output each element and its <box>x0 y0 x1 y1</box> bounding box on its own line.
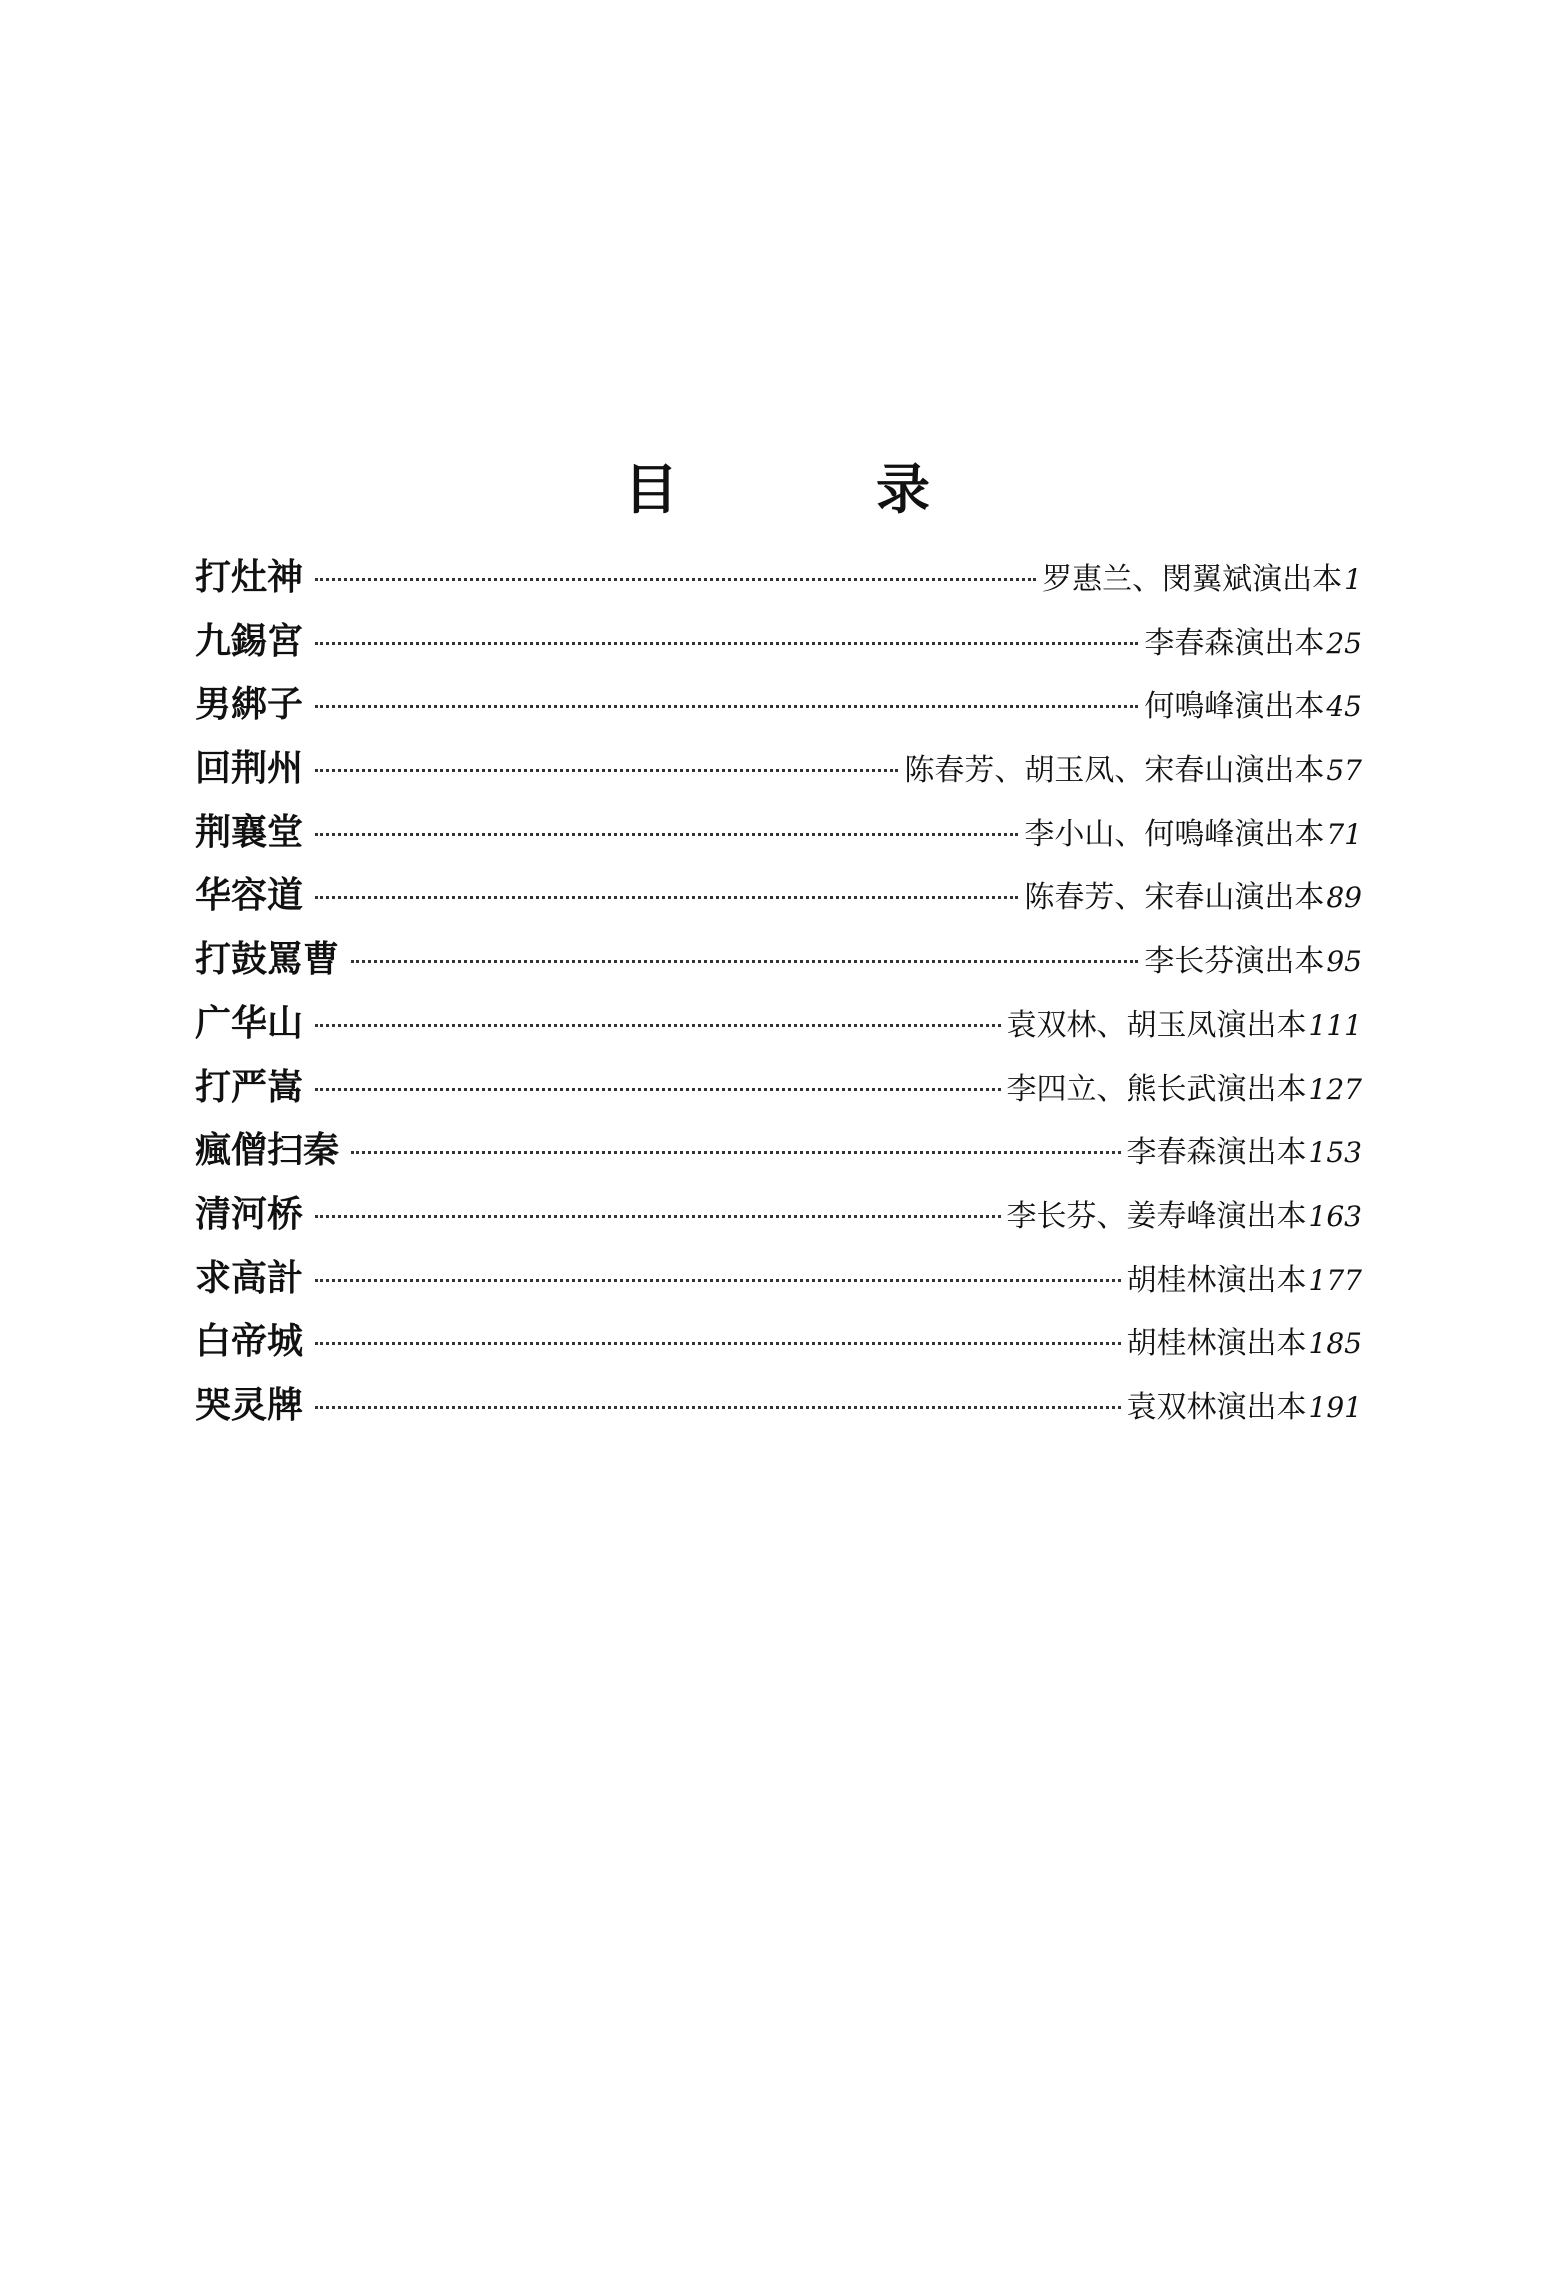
toc-entry-title: 九錫宮 <box>195 620 304 662</box>
toc-entry <box>195 1066 1362 1130</box>
toc-entry-title: 回荆州 <box>195 748 304 790</box>
toc-entry-title: 打鼓罵曹 <box>195 939 340 981</box>
toc-entry <box>195 556 1362 620</box>
toc-entry-page: 25 <box>1326 626 1362 660</box>
toc-entry-page: 185 <box>1308 1327 1362 1361</box>
toc-entry-title: 男綁子 <box>195 684 304 726</box>
toc-entry-page: 45 <box>1326 690 1362 724</box>
toc-entry-page: 153 <box>1308 1136 1362 1170</box>
toc-entry-page: 1 <box>1344 563 1362 596</box>
dot-leader <box>315 769 898 772</box>
toc-entry <box>195 620 1362 684</box>
toc-entry-performers: 胡桂林演出本 <box>1126 1262 1307 1298</box>
toc-entry-page: 191 <box>1308 1390 1362 1424</box>
toc-entry-page: 127 <box>1308 1072 1362 1106</box>
toc-entry-title: 白帝城 <box>195 1321 304 1363</box>
dot-leader <box>351 960 1138 963</box>
toc-entry-title: 清河桥 <box>195 1193 304 1235</box>
toc-entry-title: 华容道 <box>195 875 304 917</box>
toc-entry-performers: 袁双林演出本 <box>1126 1389 1307 1425</box>
toc-entry-title: 打严嵩 <box>195 1066 304 1108</box>
toc-entry-page: 57 <box>1326 754 1362 788</box>
dot-leader <box>315 1406 1121 1409</box>
toc-entry-performers: 李四立、熊长武演出本 <box>1006 1071 1307 1107</box>
dot-leader <box>315 642 1138 645</box>
toc-entry-performers: 李长芬、姜寿峰演出本 <box>1006 1198 1307 1234</box>
toc-entry <box>195 1193 1362 1257</box>
toc-entry-performers: 袁双林、胡玉凤演出本 <box>1006 1007 1307 1043</box>
dot-leader <box>351 1151 1121 1154</box>
toc-entry-title: 广华山 <box>195 1002 304 1044</box>
toc-entry-performers: 何鳴峰演出本 <box>1144 689 1325 725</box>
toc-entry-performers: 李春森演出本 <box>1144 625 1325 661</box>
toc-entry-page: 71 <box>1326 817 1362 851</box>
toc-entry <box>195 1129 1362 1193</box>
dot-leader <box>315 1215 1001 1218</box>
toc-entry-page: 163 <box>1308 1199 1362 1233</box>
toc-entry <box>195 1002 1362 1066</box>
dot-leader <box>315 1342 1121 1345</box>
toc-entry-performers: 陈春芳、宋春山演出本 <box>1024 880 1325 916</box>
dot-leader <box>315 578 1036 581</box>
toc-entry <box>195 1257 1362 1321</box>
toc-entry <box>195 1384 1362 1448</box>
toc-entry-performers: 罗惠兰、閔翼斌演出本 <box>1042 562 1343 597</box>
toc-entry-page: 177 <box>1308 1263 1362 1297</box>
dot-leader <box>315 1024 1001 1027</box>
dot-leader <box>315 1088 1001 1091</box>
toc-entry-title: 荆襄堂 <box>195 811 304 853</box>
toc-entry-performers: 胡桂林演出本 <box>1126 1326 1307 1362</box>
dot-leader <box>315 833 1018 836</box>
toc-entry-page: 89 <box>1326 881 1362 915</box>
toc-entry <box>195 747 1362 811</box>
toc-entry <box>195 938 1362 1002</box>
toc-entry <box>195 811 1362 875</box>
toc-entry <box>195 1320 1362 1384</box>
toc-entry-performers: 李长芬演出本 <box>1144 944 1325 980</box>
page-title: 目 录 <box>624 458 1002 521</box>
dot-leader <box>315 1279 1121 1282</box>
toc-entry-performers: 陈春芳、胡玉凤、宋春山演出本 <box>904 753 1325 789</box>
dot-leader <box>315 896 1018 899</box>
toc-entry-title: 哭灵牌 <box>195 1384 304 1426</box>
toc-entry-title: 求高計 <box>195 1257 304 1299</box>
toc-entry-performers: 李小山、何鳴峰演出本 <box>1024 816 1325 852</box>
toc-entry-title: 瘋僧扫秦 <box>195 1130 340 1172</box>
toc-entry-title: 打灶神 <box>195 557 304 598</box>
toc-entry-performers: 李春森演出本 <box>1126 1135 1307 1171</box>
toc-entry-page: 111 <box>1308 1008 1362 1042</box>
toc-entry <box>195 874 1362 938</box>
dot-leader <box>315 705 1138 708</box>
table-of-contents <box>195 556 1362 1448</box>
toc-entry-page: 95 <box>1326 945 1362 979</box>
toc-entry <box>195 683 1362 747</box>
